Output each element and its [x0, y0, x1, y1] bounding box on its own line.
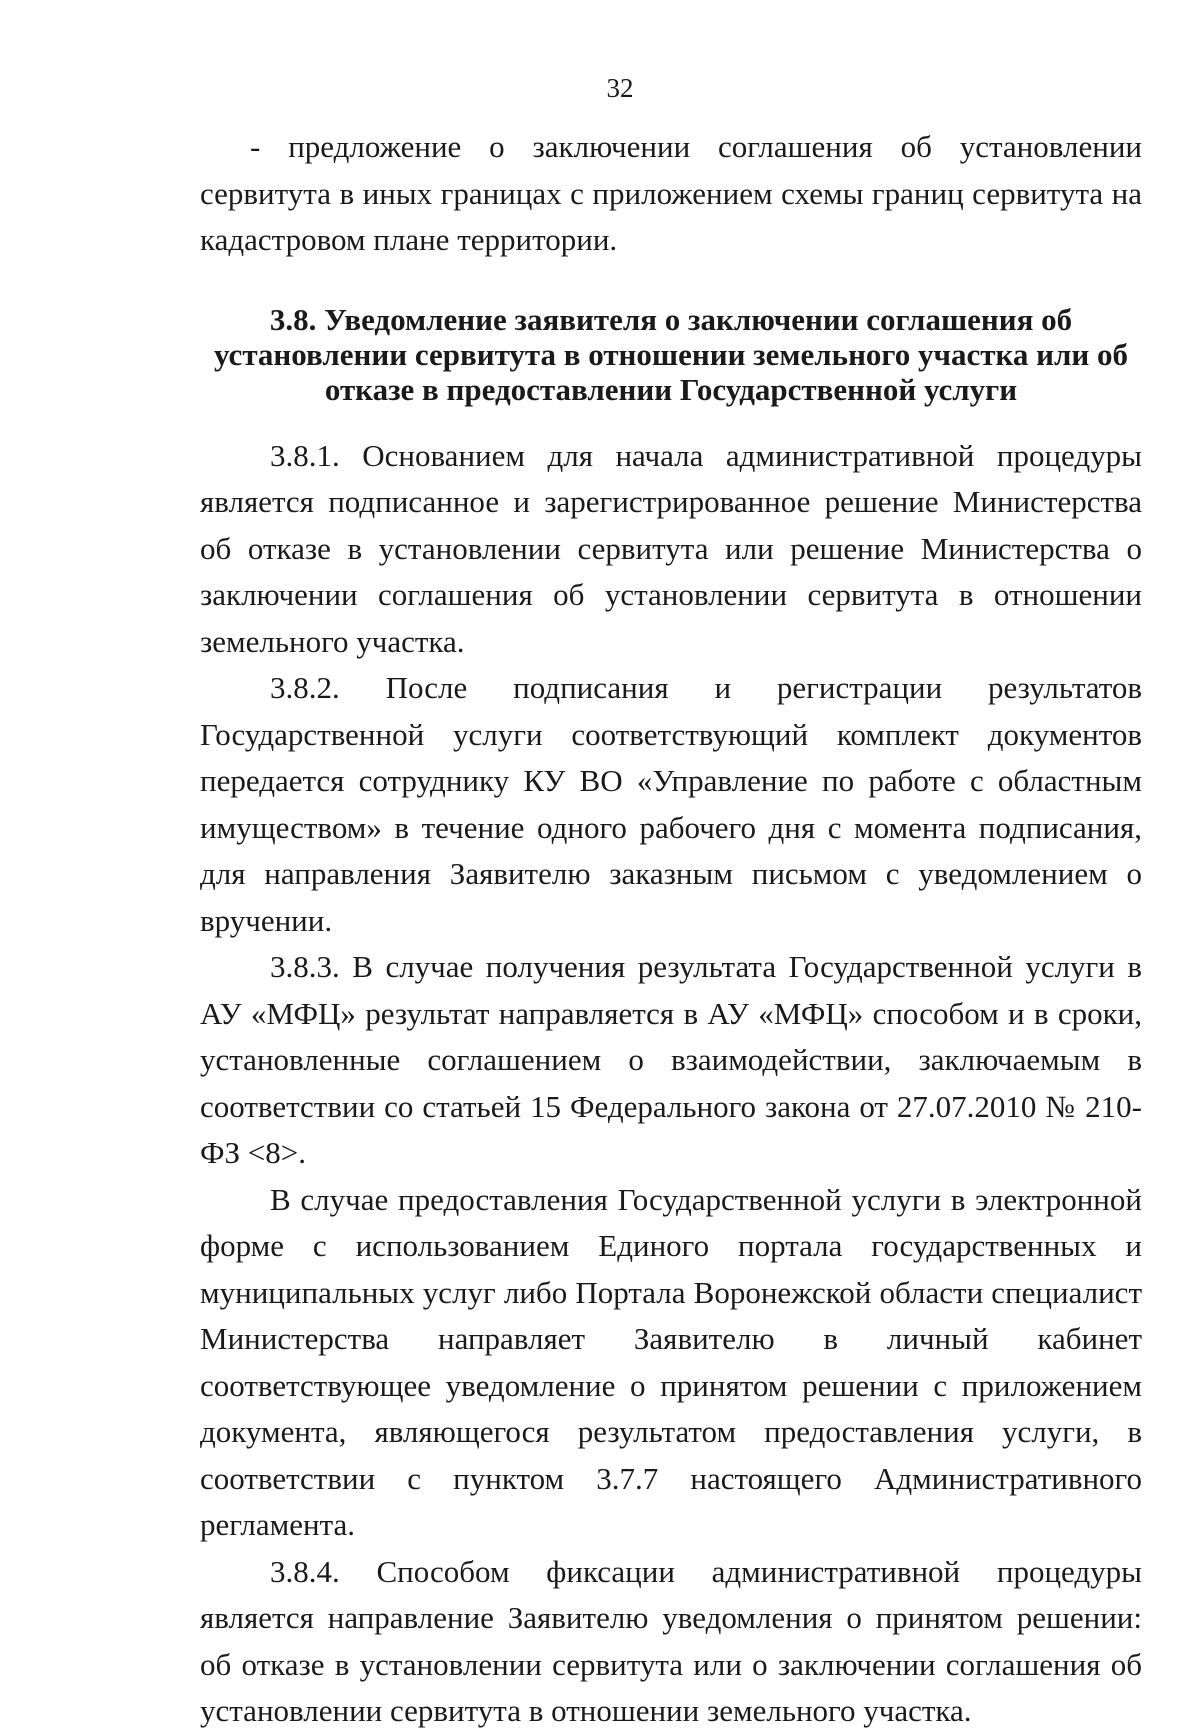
paragraph-3-8-2: 3.8.2. После подписания и регистрации результатов Государственной услуги соответствующий комплект документов передается сотруднику КУ ВО «Управление по работе с областным имуществом» в течение одного рабочего дня с момента подписания, для направления Заявителю заказным письмом с уведомлением о вручении.: [200, 670, 1142, 938]
section-heading: 3.8. Уведомление заявителя о заключении соглашения об установлении сервитута в отношении земельного участка или об отказе в предоставлении Государственной услуги: [214, 301, 1128, 407]
page-number: 32: [606, 73, 634, 103]
paragraph-3-8-1: 3.8.1. Основанием для начала административной процедуры является подписанное и зарегистрированное решение Министерства об отказе в установлении сервитута или решение Министерства о заключении соглашения об установлении сервитута в отношении земельного участка.: [200, 437, 1142, 659]
paragraph-electronic-form: В случае предоставления Государственной услуги в электронной форме с использованием Единого портала государственных и муниципальных услуг либо Портала Воронежской области специалист Министерства направляет Заявителю в личный кабинет соответствующее уведомление о принятом решении с приложением документа, являющегося результатом предоставления услуги, в соответствии с пунктом 3.7.7 настоящего Административного регламента.: [200, 1181, 1142, 1542]
document-body: [200, 124, 1142, 1735]
paragraph-3-8-3: 3.8.3. В случае получения результата Государственной услуги в АУ «МФЦ» результат направляется в АУ «МФЦ» способом и в сроки, установленные соглашением о взаимодействии, заключаемым в соответствии со статьей 15 Федерального закона от 27.07.2010 № 210-ФЗ <8>.: [200, 949, 1142, 1170]
paragraph-3-8-4: 3.8.4. Способом фиксации административной процедуры является направление Заявителю уведомления о принятом решении: об отказе в установлении сервитута или о заключении соглашения об установлении сервитута в отношении земельного участка.: [200, 1553, 1142, 1728]
intro-paragraph: - предложение о заключении соглашения об установлении сервитута в иных границах с приложением схемы границ сервитута на кадастровом плане территории.: [200, 129, 1142, 257]
